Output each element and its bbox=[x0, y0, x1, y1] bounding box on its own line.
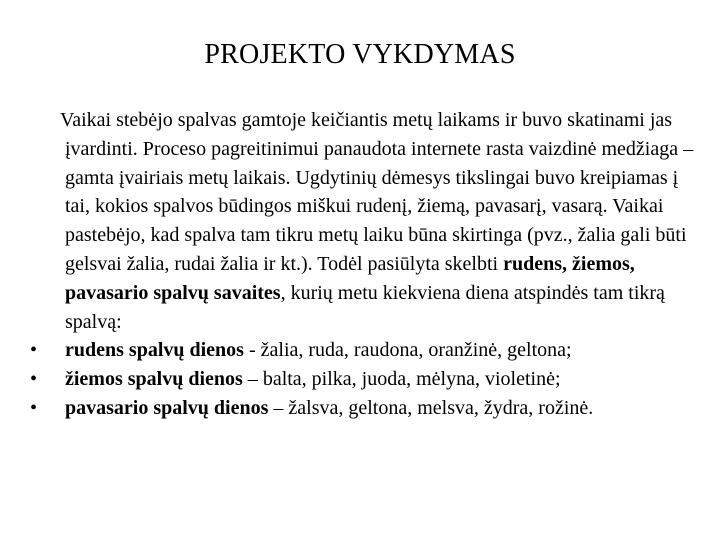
list-item-autumn bbox=[30, 336, 702, 365]
slide-body bbox=[30, 106, 702, 423]
slide-title: PROJEKTO VYKDYMAS bbox=[204, 39, 516, 70]
paragraph-bold-phrase: rudens, žiemos, pavasario spalvų savaites bbox=[65, 252, 635, 304]
paragraph-text-2: , kurių metu kiekviena diena atspindės tam tikrą spalvą: bbox=[65, 281, 665, 333]
list-item-winter bbox=[30, 365, 702, 394]
list-item-bold: rudens spalvų dienos bbox=[65, 339, 244, 362]
color-days-list bbox=[30, 336, 702, 422]
bullet-icon: • bbox=[30, 368, 38, 391]
list-item-spring bbox=[30, 394, 702, 423]
paragraph-text-1: Vaikai stebėjo spalvas gamtoje keičiantis metų laikams ir buvo skatinami jas įvardinti. Proceso pagreitinimui panaudota internete rasta vaizdinė medžiaga – gamta įvairiais metų laikais. Ugdytinių dėmesys tikslingai buvo kreipiamas į tai, kokios spalvos būdingos miškui rudenį, žiemą, pavasarį, vasarą. Vaikai pastebėjo, kad spalva tam tikru metų laiku būna skirtinga (pvz., žalia gali būti gelsvai žalia, rudai žalia ir kt.). Todėl pasiūlyta skelbti bbox=[60, 109, 694, 275]
list-item-bold: pavasario spalvų dienos bbox=[65, 396, 269, 419]
list-item-bold: žiemos spalvų dienos bbox=[65, 368, 243, 391]
bullet-icon: • bbox=[30, 339, 38, 362]
intro-paragraph bbox=[30, 106, 702, 336]
list-item-text: – balta, pilka, juoda, mėlyna, violetinė; bbox=[242, 368, 561, 391]
list-item-text: - žalia, ruda, raudona, oranžinė, geltona; bbox=[243, 339, 572, 362]
list-item-text: – žalsva, geltona, melsva, žydra, rožinė. bbox=[268, 396, 594, 419]
bullet-icon: • bbox=[30, 396, 38, 419]
